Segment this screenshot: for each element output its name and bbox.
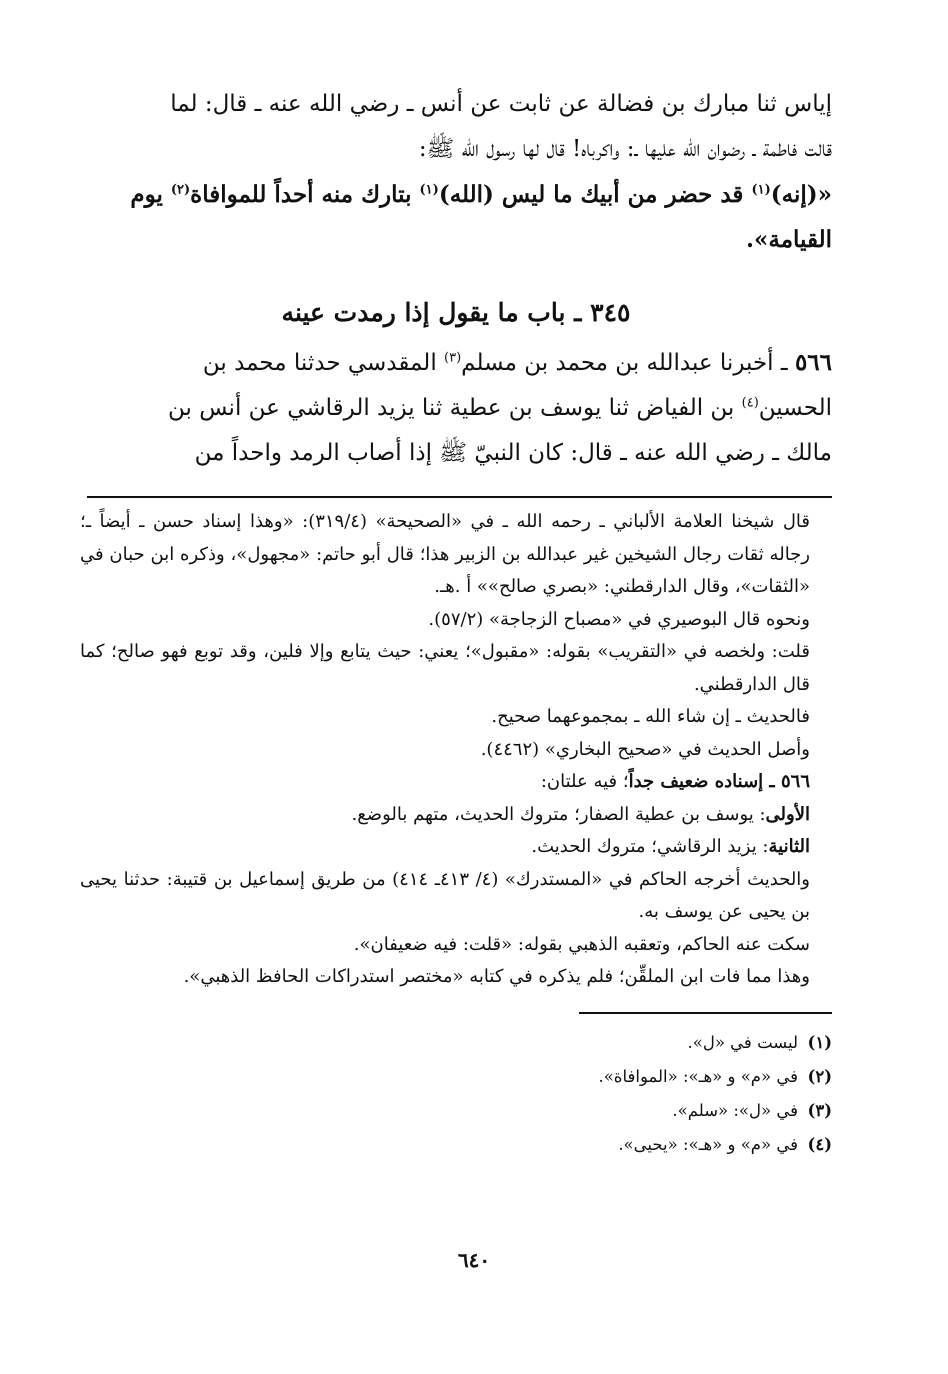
commentary-paragraph: ونحوه قال البوصيري في «مصباح الزجاجة» (٥٧/٢). <box>428 608 810 630</box>
commentary <box>80 506 832 994</box>
footnote-ref: (٣) <box>444 350 462 366</box>
hadith-line <box>80 386 832 431</box>
hadith-text: ـ أخبرنا عبدالله بن محمد بن مسلم <box>461 350 795 376</box>
hadith-line: مالك ـ رضي الله عنه ـ قال: كان النبيّ ﷺ إذا أصاب الرمد واحداً من <box>194 440 832 466</box>
commentary-paragraph <box>80 766 832 799</box>
main-line: القيامة». <box>745 226 832 253</box>
page-number: ٦٤٠ <box>457 1248 491 1272</box>
commentary-paragraph: فالحديث ـ إن شاء الله ـ بمجموعهما صحيح. <box>491 706 810 727</box>
prophetic-quote: قد حضر من أبيك ما ليس (الله) <box>438 181 752 208</box>
commentary-paragraph: قال شيخنا العلامة الألباني ـ رحمه الله ـ في «الصحيحة» (٣١٩/٤): «وهذا إسناد حسن ـ أيضاً ـ؛ رجاله ثقات رجال الشيخين غير عبدالله بن الزبير هذا؛ قال أبو حاتم: «مجهول»، وذكره ابن حبان في «الثقات»، وقال الدارقطني: «بصري صالح»» أ .هـ. <box>80 511 810 597</box>
hadith-number: ٥٦٦ <box>794 349 832 376</box>
grading-label: ٥٦٦ ـ إسناده ضعيف جداً <box>628 771 810 792</box>
main-line: إياس ثنا مبارك بن فضالة عن ثابت عن أنس ـ رضي الله عنه ـ قال: لما <box>170 91 832 117</box>
main-line <box>80 172 832 217</box>
commentary-paragraph: والحديث أخرجه الحاكم في «المستدرك» (٤/ ٤١٣ـ ٤١٤) من طريق إسماعيل بن قتيبة: حدثنا يحيى بن يحيى عن يوسف به. <box>80 868 810 922</box>
footnote-ref: (١) <box>419 182 439 198</box>
hadith-text: بن الفياض ثنا يوسف بن عطية ثنا يزيد الرقاشي عن أنس بن <box>168 395 742 421</box>
main-line: قالت فاطمة ـ رضوان الله عليها ـ: واكرباه! قال لها رسول الله ﷺ: <box>418 136 832 162</box>
footnote-text: في «م» و «هـ»: «يحيى». <box>618 1134 798 1154</box>
footnotes <box>80 1026 832 1162</box>
commentary-text: : يزيد الرقاشي؛ متروك الحديث. <box>531 836 769 857</box>
commentary-paragraph: وأصل الحديث في «صحيح البخاري» (٤٤٦٢). <box>480 738 810 760</box>
hadith-text: المقدسي حدثنا محمد بن <box>202 350 445 376</box>
footnote-ref: (٤) <box>741 395 759 411</box>
footnote-item <box>80 1060 832 1094</box>
footnote-item <box>80 1094 832 1128</box>
footnote-divider <box>579 1012 832 1014</box>
page-content <box>80 82 832 1162</box>
hadith-line <box>80 340 832 386</box>
footnote-text: في «ل»: «سلم». <box>672 1100 798 1120</box>
commentary-paragraph: وهذا مما فات ابن الملقِّن؛ فلم يذكره في كتابه «مختصر استدراكات الحافظ الذهبي». <box>183 966 810 987</box>
footnote-number: (٣) <box>807 1100 832 1120</box>
defect-label: الثانية <box>768 836 810 857</box>
commentary-paragraph <box>80 831 832 864</box>
footnote-number: (٢) <box>807 1066 832 1086</box>
defect-label: الأولى <box>765 803 810 825</box>
chapter-heading: ٣٤٥ ـ باب ما يقول إذا رمدت عينه <box>281 298 631 327</box>
footnote-number: (٤) <box>807 1134 832 1154</box>
hadith-text: الحسين <box>758 395 832 421</box>
commentary-text: ؛ فيه علتان: <box>540 771 629 792</box>
footnote-item <box>80 1026 832 1060</box>
main-text <box>80 82 832 476</box>
footnote-ref: (١) <box>751 182 771 198</box>
footnote-item <box>80 1128 832 1162</box>
commentary-paragraph: سكت عنه الحاكم، وتعقبه الذهبي بقوله: «قلت: فيه ضعيفان». <box>353 933 810 955</box>
commentary-text: : يوسف بن عطية الصفار؛ متروك الحديث، متهم بالوضع. <box>351 803 766 825</box>
prophetic-quote: يوم <box>130 181 171 208</box>
commentary-paragraph: قلت: ولخصه في «التقريب» بقوله: «مقبول»؛ يعني: حيث يتابع وإلا فلين، وقد توبع فهو صالح؛ كما قال الدارقطني. <box>80 641 810 695</box>
prophetic-quote: بتارك منه أحداً للموافاة <box>190 181 420 208</box>
commentary-paragraph <box>80 799 832 832</box>
main-divider <box>87 496 832 498</box>
footnote-ref: (٢) <box>170 182 191 198</box>
prophetic-quote: «(إنه) <box>770 181 832 208</box>
footnote-number: (١) <box>807 1032 832 1052</box>
footnote-text: ليست في «ل». <box>687 1032 798 1052</box>
footnote-text: في «م» و «هـ»: «الموافاة». <box>598 1066 798 1086</box>
